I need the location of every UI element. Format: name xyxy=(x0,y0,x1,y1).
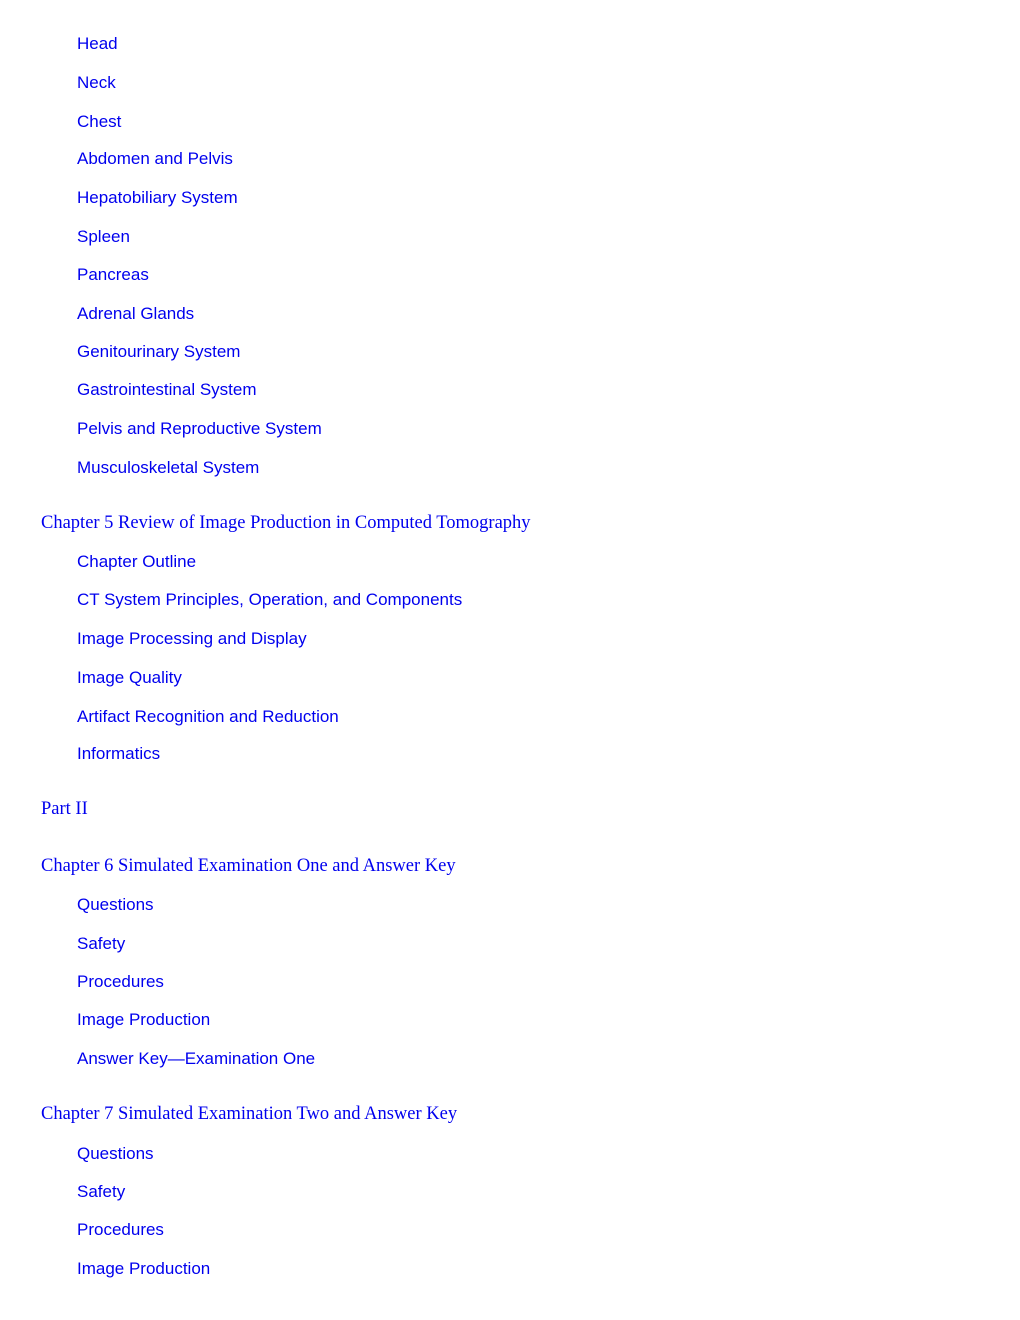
toc-chapter-link-chapter-7-simulated-examination-two-and-answer-key[interactable]: Chapter 7 Simulated Examination Two and Answer Key xyxy=(41,1104,458,1124)
toc-section-link-questions[interactable]: Questions xyxy=(77,895,154,914)
toc-section-link-pancreas[interactable]: Pancreas xyxy=(77,265,149,284)
toc-section-link-safety[interactable]: Safety xyxy=(77,1182,126,1201)
toc-section-link-abdomen-and-pelvis[interactable]: Abdomen and Pelvis xyxy=(77,149,233,168)
toc-section-link-neck[interactable]: Neck xyxy=(77,73,116,92)
toc-section-link-pelvis-and-reproductive-system[interactable]: Pelvis and Reproductive System xyxy=(77,419,322,438)
toc-section-link-image-production[interactable]: Image Production xyxy=(77,1259,211,1278)
toc-chapter-link-part-ii[interactable]: Part II xyxy=(41,799,88,819)
toc-section-link-chapter-outline[interactable]: Chapter Outline xyxy=(77,552,197,571)
toc-section-link-spleen[interactable]: Spleen xyxy=(77,227,130,246)
toc-section-link-procedures[interactable]: Procedures xyxy=(77,1220,164,1239)
toc-section-link-adrenal-glands[interactable]: Adrenal Glands xyxy=(77,304,195,323)
toc-section-link-musculoskeletal-system[interactable]: Musculoskeletal System xyxy=(77,458,260,477)
toc-section-link-genitourinary-system[interactable]: Genitourinary System xyxy=(77,342,241,361)
toc-section-link-image-production[interactable]: Image Production xyxy=(77,1010,211,1029)
toc-section-link-answer-key-examination-one[interactable]: Answer Key—Examination One xyxy=(77,1049,316,1068)
toc-section-link-artifact-recognition-and-reduction[interactable]: Artifact Recognition and Reduction xyxy=(77,707,339,726)
toc-section-link-ct-system-principles-operation-and-components[interactable]: CT System Principles, Operation, and Components xyxy=(77,590,463,609)
toc-section-link-gastrointestinal-system[interactable]: Gastrointestinal System xyxy=(77,380,257,399)
toc-chapter-link-chapter-6-simulated-examination-one-and-answer-key[interactable]: Chapter 6 Simulated Examination One and Answer Key xyxy=(41,856,456,876)
toc-section-link-hepatobiliary-system[interactable]: Hepatobiliary System xyxy=(77,188,238,207)
toc-section-link-image-processing-and-display[interactable]: Image Processing and Display xyxy=(77,629,307,648)
toc-chapter-link-chapter-5-review-of-image-production-in-computed-tomography[interactable]: Chapter 5 Review of Image Production in Computed Tomography xyxy=(41,513,531,533)
toc-section-link-image-quality[interactable]: Image Quality xyxy=(77,668,182,687)
toc-section-link-head[interactable]: Head xyxy=(77,34,118,53)
toc-section-link-chest[interactable]: Chest xyxy=(77,112,122,131)
toc-section-link-questions[interactable]: Questions xyxy=(77,1144,154,1163)
toc-section-link-procedures[interactable]: Procedures xyxy=(77,972,164,991)
toc-section-link-informatics[interactable]: Informatics xyxy=(77,744,161,763)
toc-section-link-safety[interactable]: Safety xyxy=(77,934,126,953)
